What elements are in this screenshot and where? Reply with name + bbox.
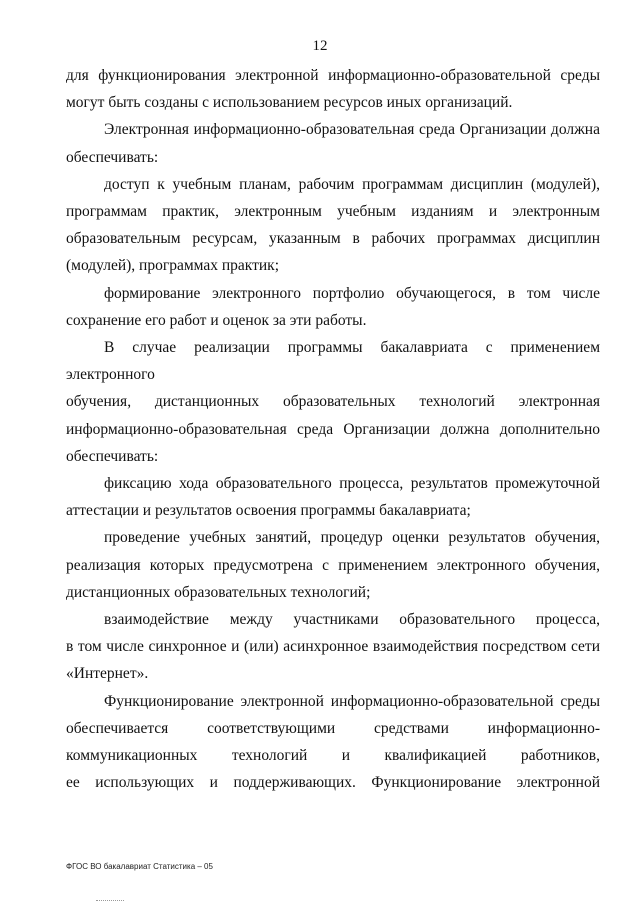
paragraph [66,524,600,606]
paragraph [66,62,600,116]
text-line: для функционирования электронной информационно-образовательной среды [66,67,600,84]
text-line: коммуникационных технологий и квалификацией работников, [66,747,600,765]
text-line: (модулей), программах практик; [66,257,280,275]
text-line: формирование электронного портфолио обучающегося, в том числе [104,284,600,302]
page-number: 12 [312,38,328,54]
paragraph [66,116,600,170]
text-line: могут быть созданы с использованием ресурсов иных организаций. [66,94,513,112]
page-footer: ФГОС ВО бакалавриат Статистика – 05 [66,862,213,871]
text-line: обеспечивается соответствующими средствами информационно- [66,719,600,737]
text-line: Электронная информационно-образовательная среда Организации должна [104,121,600,139]
paragraph [66,334,600,470]
paragraph [66,171,600,280]
text-line: реализация которых предусмотрена с применением электронного обучения, [66,556,600,574]
text-line: обеспечивать: [66,148,159,166]
text-line: программам практик, электронным учебным изданиям и электронным [66,203,600,221]
paragraph [66,688,600,797]
text-line: проведение учебных занятий, процедур оценки результатов обучения, [104,529,600,547]
text-line: фиксацию хода образовательного процесса, результатов промежуточной [104,475,600,493]
document-body [66,62,600,796]
text-line: в том числе синхронное и (или) асинхронное взаимодействия посредством сети [66,638,600,656]
text-line: «Интернет». [66,665,149,683]
text-line: информационно-образовательная среда Организации должна дополнительно [66,420,600,438]
text-line: образовательным ресурсам, указанным в рабочих программах дисциплин [66,230,600,248]
text-line: В случае реализации программы бакалавриата с применением электронного [66,339,600,384]
text-line: ее использующих и поддерживающих. Функционирование электронной [66,774,600,792]
paragraph [66,606,600,688]
text-line: Функционирование электронной информационно-образовательной среды [104,692,600,710]
text-line: аттестации и результатов освоения программы бакалавриата; [66,502,471,520]
text-line: дистанционных образовательных технологий; [66,583,371,601]
scan-artifact [96,900,124,902]
text-line: обеспечивать: [66,447,159,465]
paragraph [66,280,600,334]
text-line: взаимодействие между участниками образовательного процесса, [104,611,600,629]
text-line: сохранение его работ и оценок за эти работы. [66,311,367,329]
paragraph [66,470,600,524]
text-line: доступ к учебным планам, рабочим программам дисциплин (модулей), [104,175,600,193]
text-line: обучения, дистанционных образовательных технологий электронная [66,393,600,411]
